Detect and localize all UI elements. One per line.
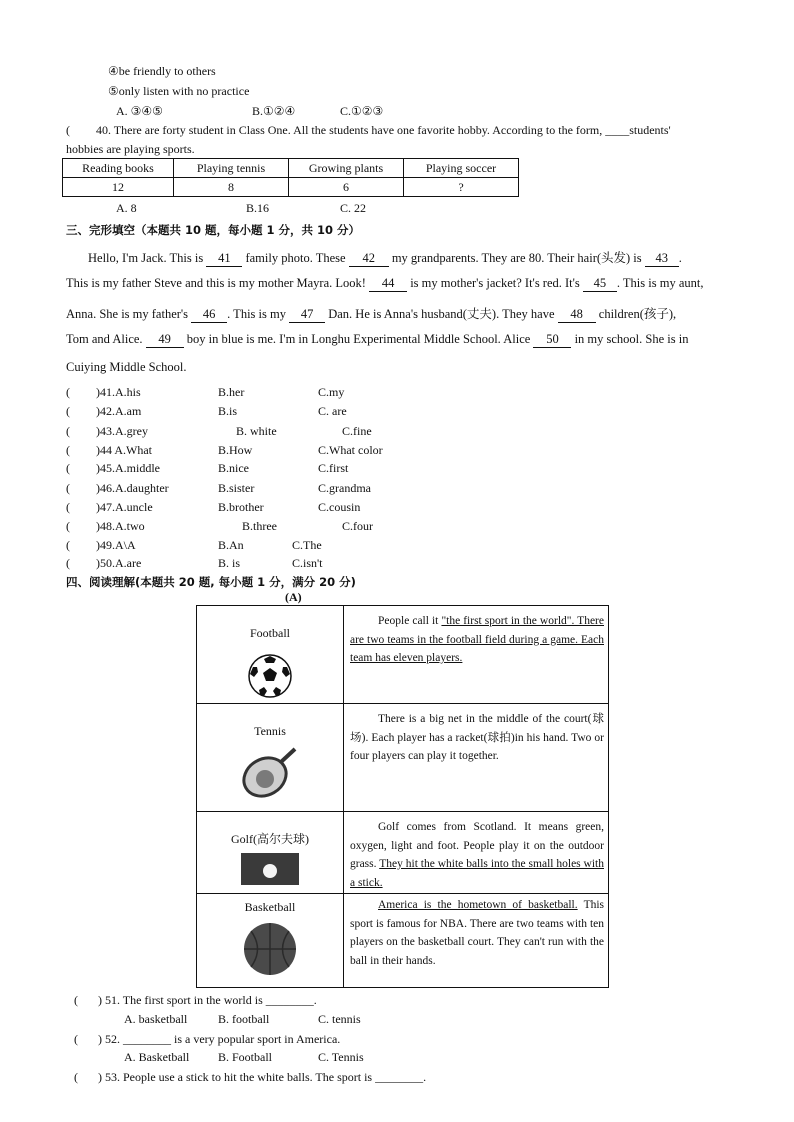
- q39-option-b: B.①②④: [252, 104, 296, 118]
- q40-stem-line2: hobbies are playing sports.: [66, 142, 195, 156]
- football-icon: [247, 653, 293, 699]
- q42-option-c: C. are: [318, 404, 347, 418]
- cloze-text: . This is my: [227, 307, 286, 321]
- q40-option-c: C. 22: [340, 201, 367, 215]
- q51-option-c: C. tennis: [318, 1012, 361, 1026]
- q51-stem: ) 51. The first sport in the world is ________.: [98, 993, 317, 1007]
- q46-option-c: C.grandma: [318, 481, 371, 495]
- cloze-text: boy in blue is me. I'm in Longhu Experimental Middle School. Alice: [186, 332, 531, 346]
- sport-desc-tennis: [344, 704, 609, 812]
- q47-option-b: B.brother: [218, 500, 264, 514]
- section4-title: 四、阅读理解(本题共 20 题, 每小题 1 分，满分 20 分): [66, 575, 356, 589]
- blank-41: 41: [206, 251, 242, 267]
- q41-option-a: )41.A.his: [96, 385, 141, 399]
- cloze-line-2: [66, 276, 730, 292]
- basketball-icon: [242, 921, 298, 977]
- tennis-racket-icon: [239, 745, 301, 803]
- q52-option-b: B. Football: [218, 1050, 273, 1064]
- cloze-text: is my mother's jacket? It's red. It's: [410, 276, 580, 290]
- cloze-text: . This is my aunt,: [616, 276, 704, 290]
- q41-option-b: B.her: [218, 385, 245, 399]
- cloze-line-4: [66, 332, 730, 348]
- value-tennis: 8: [174, 178, 289, 197]
- cloze-text: Hello, I'm Jack. This is: [88, 251, 204, 265]
- blank-48: 48: [558, 307, 596, 323]
- q50-option-b: B. is: [218, 556, 241, 570]
- q39-item-4: ④be friendly to others: [108, 64, 216, 78]
- q52-option-a: A. Basketball: [124, 1050, 190, 1064]
- q53-stem: ) 53. People use a stick to hit the white balls. The sport is ________.: [98, 1070, 427, 1084]
- basketball-text-a: America is the hometown of basketball.: [378, 899, 578, 911]
- tennis-text: There is a big net in the middle of the court(球场). Each player has a racket(球拍)in his hand. Two or four players can play it together.: [350, 713, 604, 762]
- blank-49: 49: [146, 332, 184, 348]
- q39-item-5: ⑤only listen with no practice: [108, 84, 250, 98]
- q42-paren: (: [66, 404, 70, 418]
- q42-option-b: B.is: [218, 404, 238, 418]
- sport-desc-football: [344, 606, 609, 704]
- q44-option-b: B.How: [218, 443, 253, 457]
- q49-paren: (: [66, 538, 70, 552]
- blank-45: 45: [583, 276, 617, 292]
- blank-46: 46: [191, 307, 227, 323]
- q46-option-b: B.sister: [218, 481, 255, 495]
- q49-option-c: C.The: [292, 538, 322, 552]
- hobby-header-row: [63, 159, 519, 178]
- q53-paren: (: [74, 1070, 78, 1084]
- golf-text-a: Golf comes from Scotland. It means green, oxygen, light and foot. People play it on the outdoor grass.: [350, 821, 604, 870]
- q48-option-b: B.three: [242, 519, 277, 533]
- blank-42: 42: [349, 251, 389, 267]
- q46-paren: (: [66, 481, 70, 495]
- value-plants: 6: [289, 178, 404, 197]
- q48-option-a: )48.A.two: [96, 519, 145, 533]
- cloze-text: This is my father Steve and this is my mother Mayra. Look!: [66, 276, 366, 290]
- cloze-text: in my school. She is in: [574, 332, 689, 346]
- q45-option-a: )45.A.middle: [96, 461, 160, 475]
- cloze-line-1: Hello, I'm Jack. This is 41 family photo. These 42 my grandparents. They are 80. Their hair(头发) is 43 .: [88, 251, 682, 265]
- header-plants: Growing plants: [289, 159, 404, 178]
- q39-option-c: C.①②③: [340, 104, 384, 118]
- section3-title: 三、完形填空（本题共 10 题，每小题 1 分，共 10 分）: [66, 223, 361, 237]
- q47-paren: (: [66, 500, 70, 514]
- header-soccer: Playing soccer: [404, 159, 519, 178]
- sport-desc-basketball: [344, 894, 609, 988]
- cloze-text: Dan. He is Anna's husband(丈夫). They have: [328, 307, 555, 321]
- q43-paren: (: [66, 424, 70, 438]
- q40-option-b: B.16: [246, 201, 270, 215]
- q45-option-c: C.first: [318, 461, 349, 475]
- q40-stem-line1: 40. There are forty student in Class One. All the students have one favorite hobby. According to the form, ____students': [96, 123, 671, 137]
- q51-paren: (: [74, 993, 78, 1007]
- passage-label: (A): [285, 590, 302, 604]
- q52-paren: (: [74, 1032, 78, 1046]
- q39-option-a: A. ③④⑤: [116, 104, 163, 118]
- q49-option-b: B.An: [218, 538, 244, 552]
- sport-name-football: Football: [249, 626, 290, 640]
- q50-option-a: )50.A.are: [96, 556, 142, 570]
- blank-44: 44: [369, 276, 407, 292]
- q52-stem: ) 52. ________ is a very popular sport in America.: [98, 1032, 341, 1046]
- q52-option-c: C. Tennis: [318, 1050, 364, 1064]
- cloze-text: children(孩子),: [598, 307, 677, 321]
- q51-option-b: B. football: [218, 1012, 270, 1026]
- q44-option-c: C.What color: [318, 443, 383, 457]
- q45-paren: (: [66, 461, 70, 475]
- sport-cell-basketball: [197, 894, 344, 988]
- sport-name-basketball: Basketball: [244, 900, 296, 914]
- cloze-line-3: [66, 304, 730, 323]
- cloze-text: Tom and Alice.: [66, 332, 143, 346]
- hobby-value-row: [63, 178, 519, 197]
- hobby-form-table: [62, 158, 519, 197]
- sport-name-tennis: Tennis: [254, 724, 286, 738]
- sport-row-football: [197, 606, 609, 704]
- q44-option-a: )44 A.What: [96, 443, 152, 457]
- sport-row-golf: [197, 812, 609, 894]
- sport-cell-golf: [197, 812, 344, 894]
- q49-option-a: )49.A\A: [96, 538, 136, 552]
- golf-text-b: They hit the white balls into the small holes with a stick.: [350, 858, 604, 889]
- q50-option-c: C.isn't: [292, 556, 323, 570]
- blank-47: 47: [289, 307, 325, 323]
- q40-paren: (: [66, 123, 70, 137]
- q48-paren: (: [66, 519, 70, 533]
- q46-option-a: )46.A.daughter: [96, 481, 169, 495]
- blank-50: 50: [533, 332, 571, 348]
- q51-option-a: A. basketball: [124, 1012, 188, 1026]
- sport-name-golf: Golf(高尔夫球): [231, 832, 309, 846]
- sport-row-tennis: [197, 704, 609, 812]
- value-soccer: ?: [404, 178, 519, 197]
- sport-cell-tennis: [197, 704, 344, 812]
- q44-paren: (: [66, 443, 70, 457]
- sport-row-basketball: [197, 894, 609, 988]
- q47-option-c: C.cousin: [318, 500, 361, 514]
- cloze-text: my grandparents. They are 80. Their hair(头发) is: [391, 251, 642, 265]
- q41-option-c: C.my: [318, 385, 345, 399]
- header-tennis: Playing tennis: [174, 159, 289, 178]
- sport-cell-football: [197, 606, 344, 704]
- q43-option-a: )43.A.grey: [96, 424, 148, 438]
- cloze-text: Anna. She is my father's: [66, 307, 189, 321]
- golf-ball-icon: [241, 853, 299, 885]
- q50-paren: (: [66, 556, 70, 570]
- q42-option-a: )42.A.am: [96, 404, 142, 418]
- cloze-line-5: Cuiying Middle School.: [66, 360, 187, 374]
- football-text-b: "the first sport in the world". There are two teams in the football field during a game. Each team has eleven players.: [350, 615, 604, 664]
- sport-desc-golf: [344, 812, 609, 894]
- q40-option-a: A. 8: [116, 201, 137, 215]
- q41-paren: (: [66, 385, 70, 399]
- q45-option-b: B.nice: [218, 461, 249, 475]
- q43-option-b: B. white: [236, 424, 277, 438]
- q48-option-c: C.four: [342, 519, 373, 533]
- blank-43: 43: [645, 251, 679, 267]
- value-reading: 12: [63, 178, 174, 197]
- header-reading: Reading books: [63, 159, 174, 178]
- q47-option-a: )47.A.uncle: [96, 500, 153, 514]
- sports-table: [196, 605, 609, 988]
- cloze-text: family photo. These: [245, 251, 346, 265]
- football-text-a: People call it: [378, 615, 439, 627]
- basketball-text-b: This sport is famous for NBA. There are two teams with ten players on the basketball court. They can't run with the ball in their hands.: [350, 899, 605, 967]
- q43-option-c: C.fine: [342, 424, 372, 438]
